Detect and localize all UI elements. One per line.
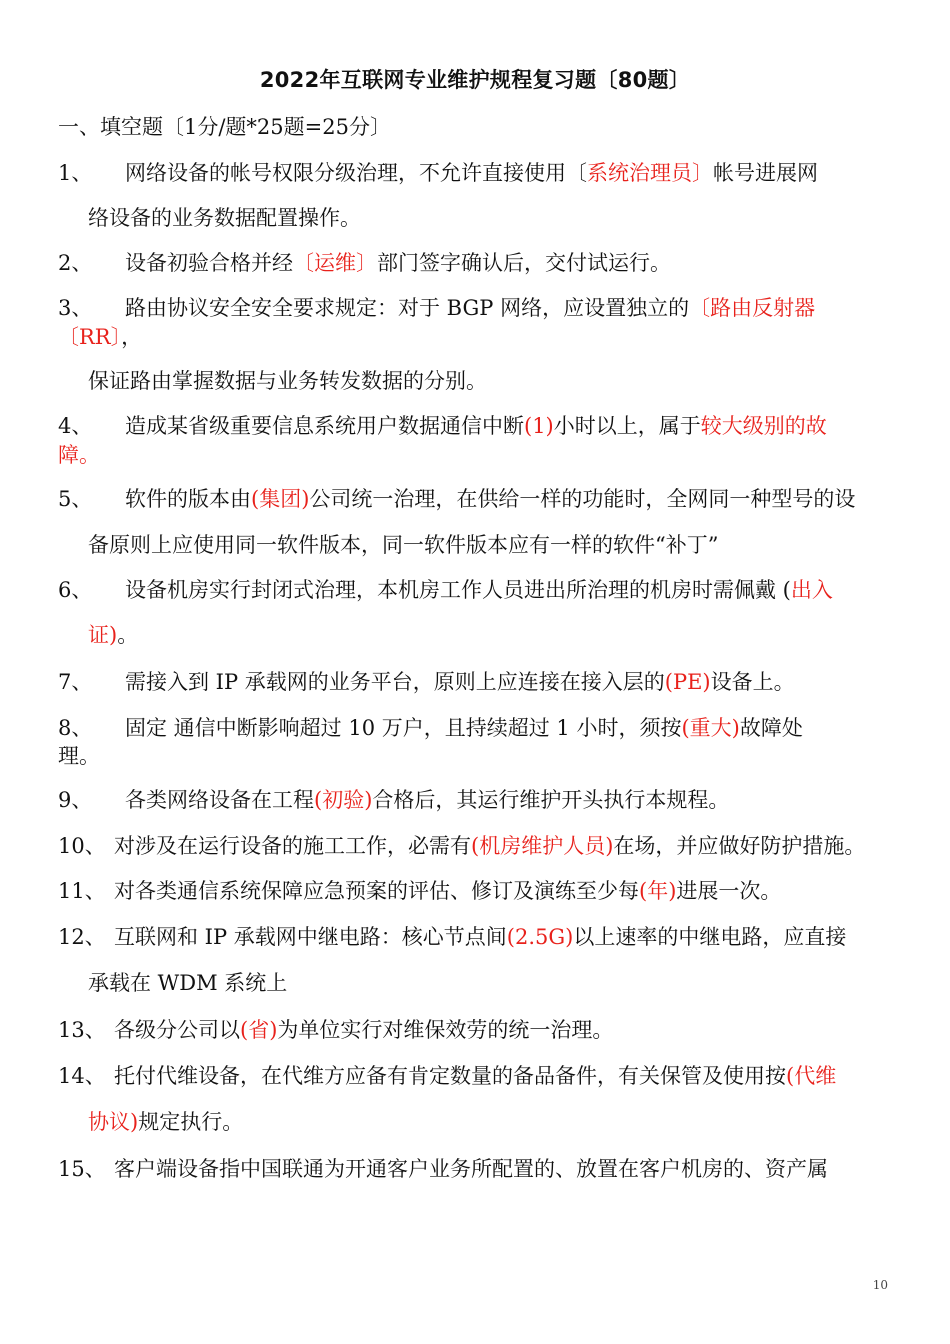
question-number: 1、 xyxy=(58,161,93,185)
question-text: 承载在 WDM 系统上 xyxy=(88,971,288,995)
question-text: 路由协议安全安全要求规定：对于 BGP 网络，应设置独立的 xyxy=(125,296,690,320)
question-text: ， xyxy=(121,325,143,349)
question-text: 合格后，其运行维护开头执行本规程。 xyxy=(372,788,730,812)
question-number: 2、 xyxy=(58,251,93,275)
question-text: 以上速率的中继电路，应直接 xyxy=(573,925,847,949)
question-text: 托付代维设备，在代维方应备有肯定数量的备品备件，有关保管及使用按 xyxy=(114,1064,786,1088)
question-text: 软件的版本由 xyxy=(125,487,251,511)
question-text: 故障处 xyxy=(739,716,803,740)
question-number: 10、 xyxy=(58,834,106,858)
question-7 xyxy=(58,667,795,697)
answer-text: 证) xyxy=(88,623,118,647)
question-number: 5、 xyxy=(58,487,93,511)
question-number: 14、 xyxy=(58,1064,106,1088)
question-text: 互联网和 IP 承载网中继电路：核心节点间 xyxy=(114,925,507,949)
answer-text: (年) xyxy=(639,879,677,903)
answer-text: (1) xyxy=(524,414,554,438)
question-text: 在场，并应做好防护措施。 xyxy=(613,834,866,858)
question-15 xyxy=(58,1154,828,1184)
answer-text: 较大级别的故 xyxy=(700,414,827,438)
question-number: 15、 xyxy=(58,1157,106,1181)
question-14-continued xyxy=(88,1107,243,1137)
question-number: 12、 xyxy=(58,925,106,949)
question-number: 11、 xyxy=(58,879,106,903)
question-text: 帐号进展网 xyxy=(713,161,818,185)
answer-text: (省) xyxy=(240,1018,278,1042)
question-1-continued xyxy=(88,203,361,233)
question-text: 进展一次。 xyxy=(676,879,782,903)
answer-text: (2.5G) xyxy=(506,925,574,949)
page-number: 10 xyxy=(872,1278,888,1292)
question-text: 络设备的业务数据配置操作。 xyxy=(88,206,361,230)
answer-text: 〔路由反射器 xyxy=(689,296,816,320)
document-title: 2022年互联网专业维护规程复习题〔80题〕 xyxy=(259,68,691,92)
question-text: 对涉及在运行设备的施工工作，必需有 xyxy=(114,834,471,858)
answer-text: (机房维护人员) xyxy=(471,834,614,858)
question-3 xyxy=(58,293,815,323)
answer-text: (PE) xyxy=(664,670,711,694)
question-8-continued xyxy=(58,741,100,771)
answer-text: (集团) xyxy=(251,487,310,511)
question-text: 设备初验合格并经 xyxy=(125,251,293,275)
question-text: 固定 通信中断影响超过 10 万户，且持续超过 1 小时，须按 xyxy=(125,716,682,740)
question-text: 理。 xyxy=(58,744,100,768)
answer-text: 〔运维〕 xyxy=(293,251,377,275)
answer-text: 〔RR〕 xyxy=(58,325,122,349)
question-5 xyxy=(58,484,855,514)
question-3-continued xyxy=(58,322,142,352)
question-6 xyxy=(58,575,833,605)
question-5-continued xyxy=(88,530,718,560)
answer-text: (代维 xyxy=(786,1064,837,1088)
question-number: 6、 xyxy=(58,578,93,602)
question-10 xyxy=(58,831,865,861)
question-4-continued xyxy=(58,440,100,470)
question-2 xyxy=(58,248,671,278)
question-text: 造成某省级重要信息系统用户数据通信中断 xyxy=(125,414,524,438)
question-text: 备原则上应使用同一软件版本，同一软件版本应有一样的软件“补丁” xyxy=(88,533,719,557)
question-12-continued xyxy=(88,968,287,998)
question-text: 为单位实行对维保效劳的统一治理。 xyxy=(277,1018,614,1042)
question-text: 对各类通信系统保障应急预案的评估、修订及演练至少每 xyxy=(114,879,639,903)
question-text: 设备机房实行封闭式治理，本机房工作人员进出所治理的机房时需佩戴 ( xyxy=(125,578,791,602)
question-number: 3、 xyxy=(58,296,93,320)
answer-text: (重大) xyxy=(681,716,740,740)
answer-text: 障。 xyxy=(58,443,100,467)
question-4 xyxy=(58,411,827,441)
question-6-continued xyxy=(88,620,138,650)
question-8 xyxy=(58,713,803,743)
answer-text: (初验) xyxy=(314,788,373,812)
question-text: 客户端设备指中国联通为开通客户业务所配置的、放置在客户机房的、资产属 xyxy=(114,1157,828,1181)
question-text: 各级分公司以 xyxy=(114,1018,240,1042)
question-text: 。 xyxy=(117,623,139,647)
question-text: 部门签字确认后，交付试运行。 xyxy=(377,251,671,275)
question-text: 小时以上，属于 xyxy=(553,414,701,438)
question-number: 4、 xyxy=(58,414,93,438)
question-11 xyxy=(58,876,781,906)
question-text: 需接入到 IP 承载网的业务平台，原则上应连接在接入层的 xyxy=(125,670,665,694)
question-9 xyxy=(58,785,729,815)
question-text: 规定执行。 xyxy=(138,1110,244,1134)
section-heading: 一、填空题〔1分/题*25题=25分〕 xyxy=(58,115,391,139)
question-text: 公司统一治理，在供给一样的功能时，全网同一种型号的设 xyxy=(309,487,856,511)
answer-text: 协议) xyxy=(88,1110,139,1134)
question-3-continued xyxy=(88,366,487,396)
question-number: 7、 xyxy=(58,670,93,694)
question-1 xyxy=(58,158,818,188)
question-12 xyxy=(58,922,846,952)
question-text: 各类网络设备在工程 xyxy=(125,788,314,812)
answer-text: 系统治理员〕 xyxy=(587,161,713,185)
question-text: 网络设备的帐号权限分级治理，不允许直接使用〔 xyxy=(125,161,587,185)
question-number: 8、 xyxy=(58,716,93,740)
question-number: 13、 xyxy=(58,1018,106,1042)
question-number: 9、 xyxy=(58,788,93,812)
question-13 xyxy=(58,1015,613,1045)
question-text: 保证路由掌握数据与业务转发数据的分别。 xyxy=(88,369,487,393)
answer-text: 出入 xyxy=(790,578,833,602)
question-text: 设备上。 xyxy=(710,670,795,694)
question-14 xyxy=(58,1061,836,1091)
